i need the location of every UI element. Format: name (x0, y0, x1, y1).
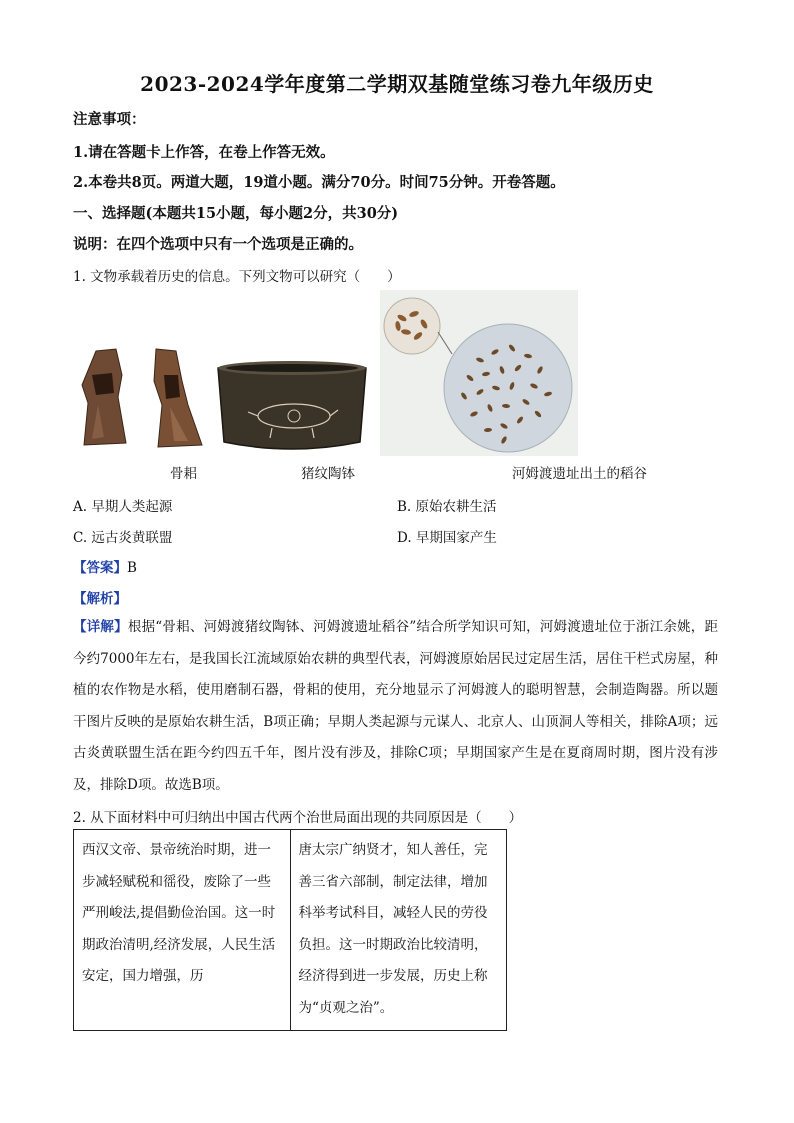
material-table (73, 829, 507, 1031)
notice-item-2: 2.本卷共8页。两道大题，19道小题。满分70分。时间75分钟。开卷答题。 (73, 174, 565, 191)
detail-text: 根据“骨耜、河姆渡猪纹陶钵、河姆渡遗址稻谷”结合所学知识可知，河姆渡遗址位于浙江余姚，距今约7000年左右，是我国长江流域原始农耕的典型代表，河姆渡原始居民过定居生活，居住干栏式房屋，种植的农作物是水稻，使用磨制石器，骨耜的使用，充分地显示了河姆渡人的聪明智慧，会制造陶器。所以题干图片反映的是原始农耕生活，B项正确；早期人类起源与元谋人、北京人、山顶洞人等相关，排除A项；远古炎黄联盟生活在距今约四五千年，图片没有涉及，排除C项；早期国家产生是在夏商周时期，图片没有涉及，排除D项。故选B项。 (73, 619, 718, 793)
page-title: 2023-2024学年度第二学期双基随堂练习卷九年级历史 (140, 72, 654, 96)
notice-heading: 注意事项： (73, 111, 146, 128)
option-d: D. 早期国家产生 (397, 530, 497, 546)
option-b: B. 原始农耕生活 (397, 499, 497, 515)
analysis-line (73, 587, 127, 607)
instruction-text: 说明：在四个选项中只有一个选项是正确的。 (73, 236, 363, 253)
answer-value: B (127, 560, 137, 576)
bone-spade-image (78, 345, 206, 453)
detail-paragraph (73, 612, 718, 801)
material-right-cell: 唐太宗广纳贤才，知人善任，完善三省六部制，制定法律，增加科举考试科目，减轻人民的劳役负担。这一时期政治比较清明，经济得到进一步发展，历史上称为“贞观之治”。 (290, 830, 507, 1031)
caption-bone-spade: 骨耜 (170, 466, 197, 482)
option-c: C. 远古炎黄联盟 (73, 530, 173, 546)
analysis-tag: 【解析】 (73, 591, 127, 607)
rice-grains-image (380, 290, 578, 456)
notice-item-1: 1.请在答题卡上作答，在卷上作答无效。 (73, 144, 335, 161)
answer-tag: 【答案】 (73, 560, 127, 576)
question-2-stem: 2. 从下面材料中可归纳出中国古代两个治世局面出现的共同原因是（ ） (73, 810, 523, 826)
caption-rice: 河姆渡遗址出土的稻谷 (512, 466, 647, 482)
caption-pig-bowl: 猪纹陶钵 (301, 466, 355, 482)
option-a: A. 早期人类起源 (73, 499, 173, 515)
section-heading: 一、选择题(本题共15小题，每小题2分，共30分) (73, 205, 399, 222)
question-1-stem: 1. 文物承载着历史的信息。下列文物可以研究（ ） (73, 269, 401, 285)
detail-tag: 【详解】 (73, 619, 128, 635)
answer-line (73, 556, 137, 576)
material-left-cell: 西汉文帝、景帝统治时期，进一步减轻赋税和徭役，废除了一些严刑峻法,提倡勤俭治国。这一时期政治清明,经济发展，人民生活安定，国力增强，历 (74, 830, 291, 1031)
pig-pattern-bowl-image (212, 358, 372, 456)
